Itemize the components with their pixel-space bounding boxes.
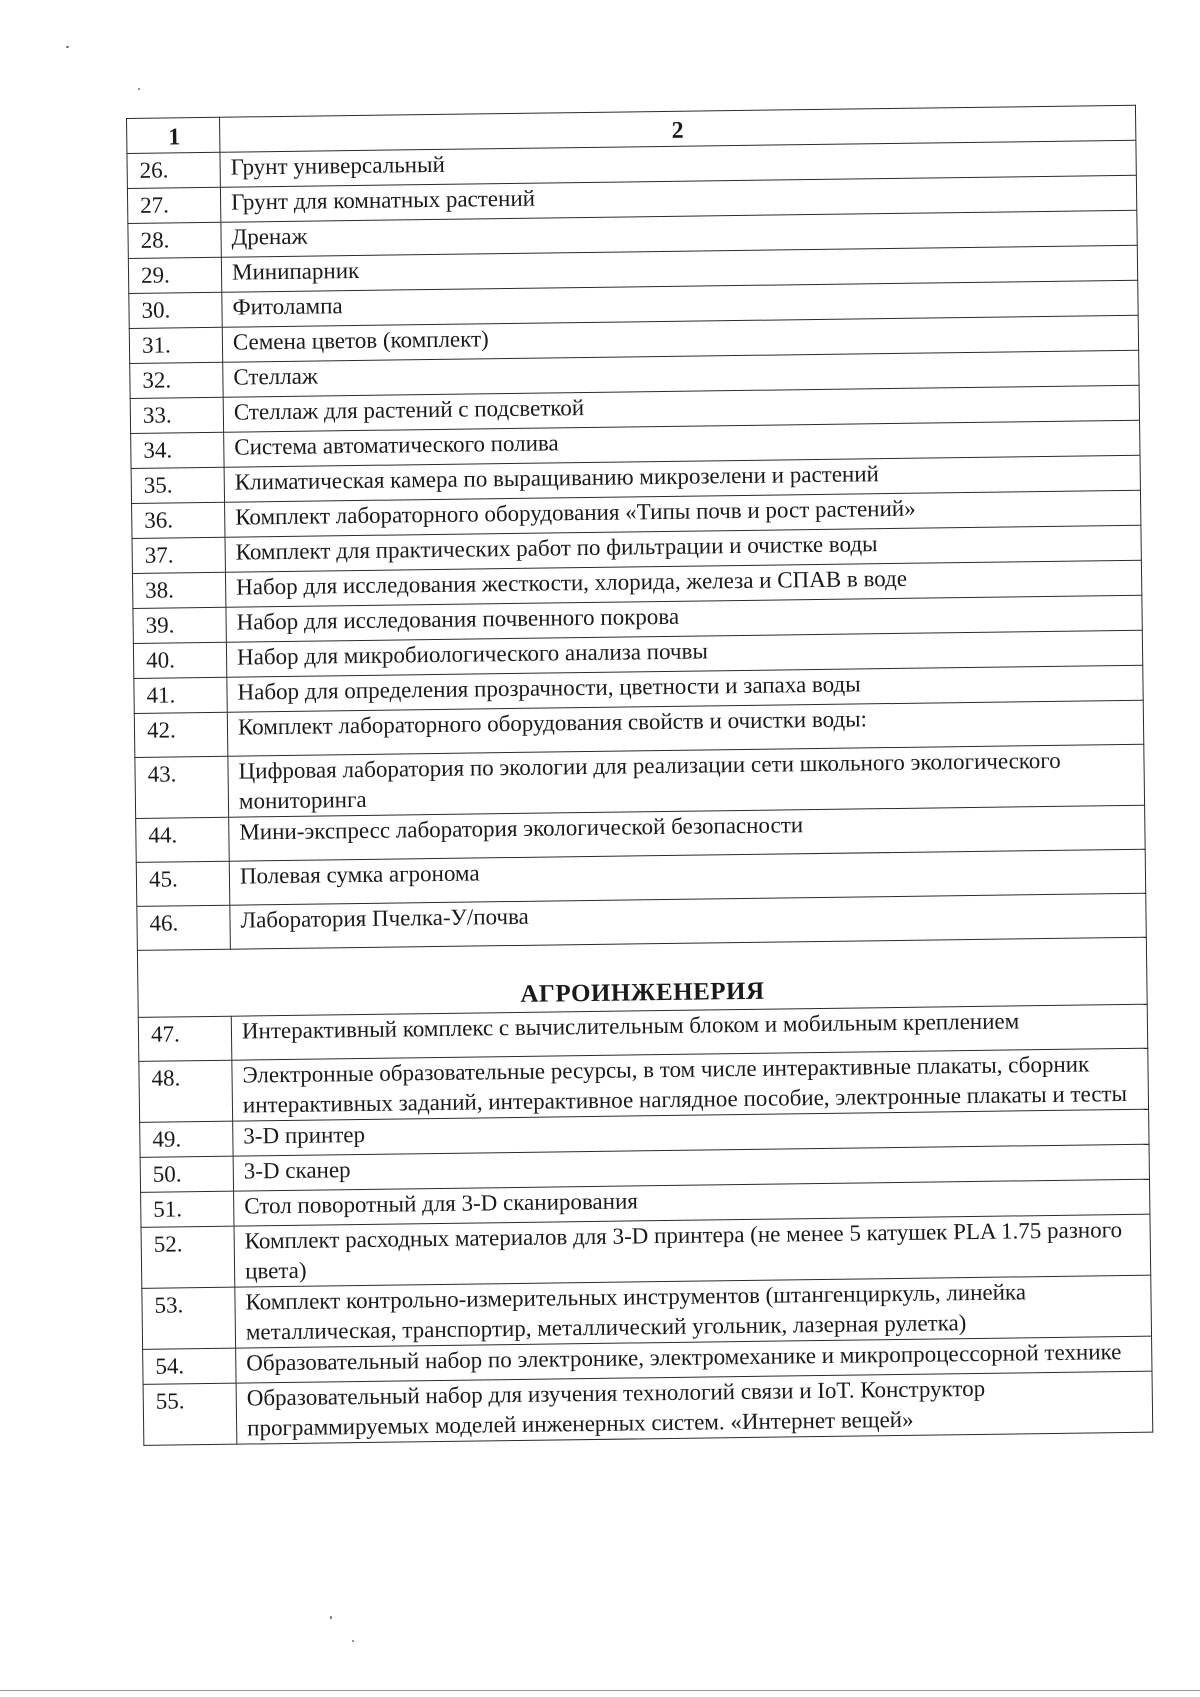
item-number: 29. (128, 257, 221, 293)
item-number: 46. (137, 905, 231, 950)
scan-speck (352, 1640, 354, 1642)
item-number: 45. (136, 861, 230, 906)
item-name: Набор для исследования жесткости, хлорида, железа и СПАВ в воде (225, 560, 1141, 607)
item-name: Комплект лабораторного оборудования «Типы почв и рост растений» (225, 490, 1141, 537)
item-number: 54. (143, 1348, 236, 1384)
item-number: 49. (140, 1121, 233, 1157)
item-name: Полевая сумка агронома (229, 849, 1145, 905)
item-name: Комплект контрольно-измерительных инструментов (штангенциркуль, линейка металлическая, транспортир, металлический угольник, лазерная рулетка) (235, 1275, 1152, 1348)
equipment-table (126, 105, 1153, 1446)
item-name: Комплект расходных материалов для 3-D принтера (не менее 5 катушек PLA 1.75 разного цвета) (234, 1214, 1151, 1287)
item-name: Набор для исследования почвенного покрова (226, 595, 1142, 642)
item-name: Набор для микробиологического анализа почвы (226, 630, 1142, 677)
scan-edge-line (0, 1690, 1200, 1691)
item-number: 27. (127, 187, 220, 223)
item-number: 47. (138, 1016, 232, 1061)
item-number: 48. (139, 1060, 233, 1122)
item-name: Минипарник (221, 245, 1137, 292)
item-name: Стеллаж (223, 350, 1139, 397)
item-name: Стол поворотный для 3-D сканирования (234, 1179, 1150, 1226)
item-name: Стеллаж для растений с подсветкой (223, 385, 1139, 432)
section-title: АГРОИНЖЕНЕРИЯ (137, 937, 1147, 1017)
item-number: 34. (131, 432, 224, 468)
item-name: Дренаж (221, 210, 1137, 257)
item-number: 33. (130, 397, 223, 433)
item-name: Грунт для комнатных растений (220, 175, 1136, 222)
item-number: 51. (141, 1191, 234, 1227)
item-number: 28. (128, 222, 221, 258)
item-number: 43. (135, 756, 229, 818)
item-name: Образовательный набор для изучения технологий связи и IoT. Конструктор программируемых моделей инженерных систем. «Интернет вещей» (236, 1371, 1153, 1444)
item-name: 3-D сканер (233, 1144, 1149, 1191)
item-number: 53. (142, 1287, 236, 1349)
item-number: 44. (136, 817, 230, 862)
item-name: Фитолампа (222, 280, 1138, 327)
item-name: Набор для определения прозрачности, цветности и запаха воды (227, 665, 1143, 712)
item-name: Образовательный набор по электронике, электромеханике и микропроцессорной технике (236, 1336, 1152, 1383)
item-number: 41. (134, 677, 227, 713)
column-number-header: 1 (127, 117, 220, 153)
item-name: Система автоматического полива (224, 420, 1140, 467)
item-number: 32. (130, 362, 223, 398)
item-number: 52. (141, 1226, 235, 1288)
item-number: 36. (132, 502, 225, 538)
item-number: 50. (140, 1156, 233, 1192)
column-name-header: 2 (219, 105, 1135, 152)
scan-speck (66, 46, 69, 48)
item-name: Электронные образовательные ресурсы, в том числе интерактивные плакаты, сборник интерактивных заданий, интерактивное наглядное пособие, электронные плакаты и тесты (232, 1048, 1149, 1121)
item-number: 26. (127, 152, 220, 188)
table-row (143, 1371, 1153, 1445)
item-name: Лаборатория Пчелка-У/почва (230, 893, 1146, 949)
item-name: Климатическая камера по выращиванию микрозелени и растений (224, 455, 1140, 502)
item-number: 30. (129, 292, 222, 328)
item-name: Семена цветов (комплект) (222, 315, 1138, 362)
item-number: 39. (133, 607, 226, 643)
item-number: 55. (143, 1383, 237, 1445)
item-name: Комплект лабораторного оборудования свойств и очистки воды: (227, 700, 1143, 756)
item-name: 3-D принтер (233, 1109, 1149, 1156)
item-name: Цифровая лаборатория по экологии для реализации сети школьного экологического мониторинга (228, 744, 1145, 817)
item-name: Интерактивный комплекс с вычислительным блоком и мобильным креплением (231, 1004, 1147, 1060)
item-name: Грунт универсальный (220, 140, 1136, 187)
scan-speck (330, 1616, 332, 1619)
item-name: Мини-экспресс лаборатория экологической безопасности (229, 805, 1145, 861)
item-number: 31. (129, 327, 222, 363)
item-name: Комплект для практических работ по фильтрации и очистке воды (225, 525, 1141, 572)
item-number: 42. (134, 712, 228, 757)
item-number: 35. (131, 467, 224, 503)
scan-speck (138, 88, 140, 90)
item-number: 38. (132, 572, 225, 608)
item-number: 40. (133, 642, 226, 678)
item-number: 37. (132, 537, 225, 573)
